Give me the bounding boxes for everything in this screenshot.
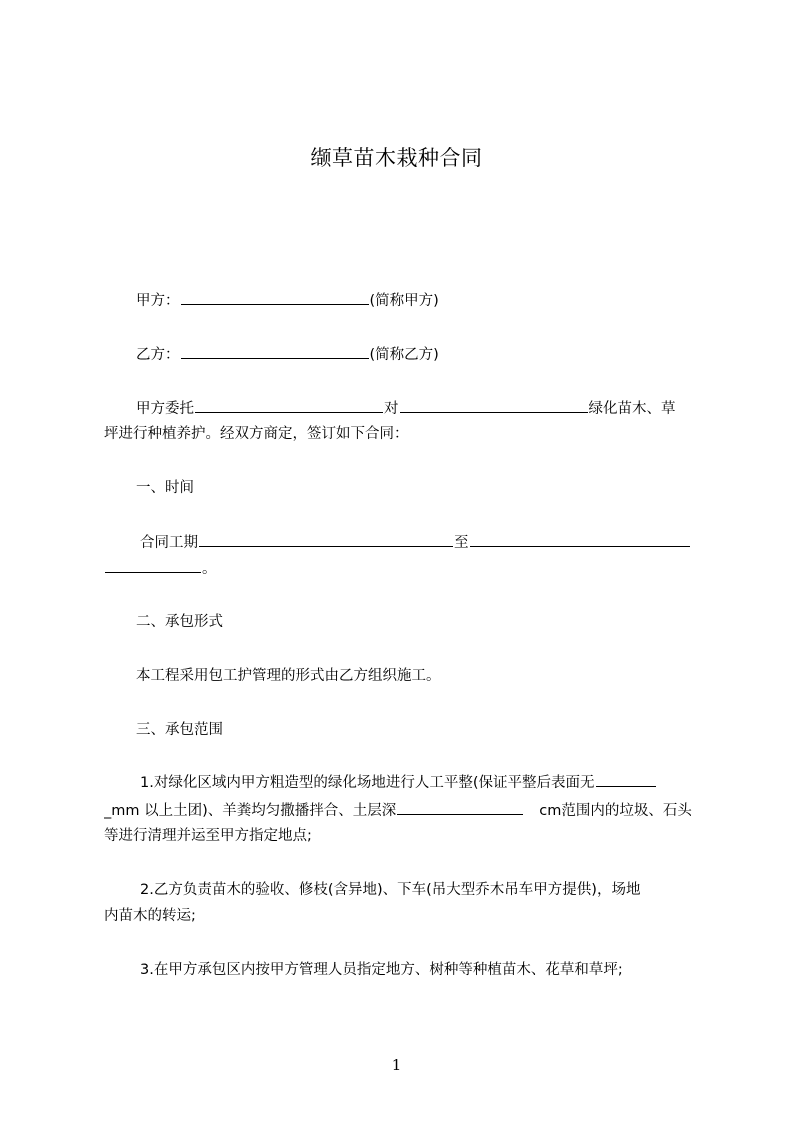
intro-text-3: 绿化苗木、草 xyxy=(588,401,676,417)
page-title: 缬草苗木栽种合同 xyxy=(310,146,483,170)
term-end-blank xyxy=(470,532,690,547)
contract-term-line xyxy=(104,532,736,553)
term-start-blank xyxy=(199,532,453,547)
term-end-blank-continued xyxy=(105,558,201,573)
intro-text-2: 对 xyxy=(384,401,399,417)
contract-term-label: 合同工期 xyxy=(140,535,198,551)
intro-line-2: 坪进行种植养护。经双方商定，签订如下合同： xyxy=(104,426,409,442)
page-number: 1 xyxy=(391,1056,402,1074)
section-3-heading: 三、承包范围 xyxy=(136,722,223,738)
intro-blank-1 xyxy=(195,398,383,413)
party-a-blank xyxy=(181,290,369,305)
contract-term-line-2 xyxy=(104,558,700,579)
scope-item-1-line-3: 等进行清理并运至甲方指定地点; xyxy=(104,828,312,844)
scope-item-1-blank-2 xyxy=(397,800,523,815)
party-b-blank xyxy=(181,344,369,359)
scope-item-1-line-2 xyxy=(104,800,700,821)
term-to: 至 xyxy=(454,535,469,551)
scope-item-1-text: 1.对绿化区域内甲方粗造型的绿化场地进行人工平整(保证平整后表面无 xyxy=(140,775,595,791)
intro-text-1: 甲方委托 xyxy=(136,401,194,417)
party-b-line xyxy=(104,344,732,365)
section-2-body: 本工程采用包工护管理的形式由乙方组织施工。 xyxy=(136,668,441,684)
scope-item-1-text-3: cm范围内的垃圾、石头 xyxy=(539,803,692,819)
party-a-suffix: (简称甲方) xyxy=(369,293,439,309)
scope-item-1-line-1 xyxy=(104,772,736,793)
party-b-suffix: (简称乙方) xyxy=(369,347,439,363)
term-end-mark: 。 xyxy=(202,561,217,577)
scope-item-1-text-2: _mm 以上土团)、羊粪均匀撒播拌合、土层深 xyxy=(104,803,397,819)
party-b-label: 乙方： xyxy=(136,347,180,363)
scope-item-2-line-1: 2.乙方负责苗木的验收、修枝(含异地)、下车(吊大型乔木吊车甲方提供)，场地 xyxy=(140,882,641,898)
party-a-line xyxy=(104,290,732,311)
scope-item-1-blank-1 xyxy=(596,772,656,787)
scope-item-2-line-2: 内苗木的转运; xyxy=(104,908,196,924)
scope-item-3-line-1: 3.在甲方承包区内按甲方管理人员指定地方、树种等种植苗木、花草和草坪; xyxy=(140,962,623,978)
section-1-heading: 一、时间 xyxy=(136,480,194,496)
section-2-heading: 二、承包形式 xyxy=(136,614,223,630)
party-a-label: 甲方： xyxy=(136,293,180,309)
intro-line-1 xyxy=(104,398,732,419)
intro-blank-2 xyxy=(400,398,588,413)
